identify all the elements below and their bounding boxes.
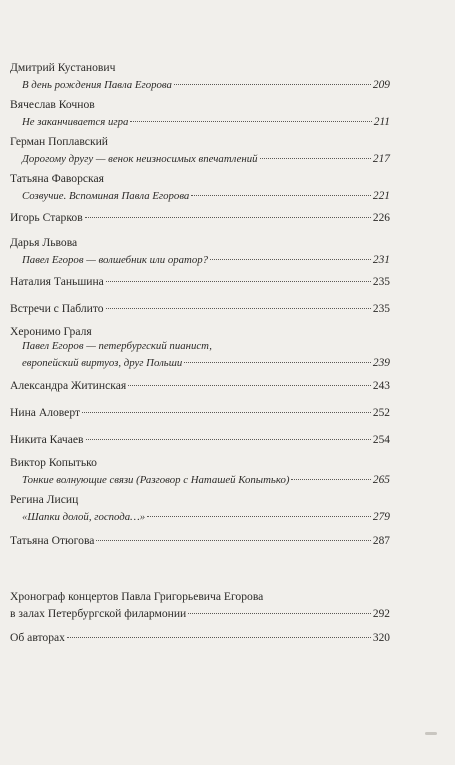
- entry-title: В день рождения Павла Егорова: [22, 79, 172, 91]
- leader-dots: [191, 183, 371, 196]
- entry-line: [10, 628, 390, 646]
- leader-dots: [106, 269, 371, 282]
- entry-line: [10, 112, 390, 130]
- entry-author: Херонимо Граля: [10, 325, 92, 338]
- section-gap: [10, 549, 390, 589]
- entry-page: 320: [372, 632, 390, 644]
- entry-page: 221: [372, 190, 390, 202]
- entry-page: 243: [372, 380, 390, 392]
- entry-line: [10, 470, 390, 488]
- toc-entry: [10, 455, 390, 488]
- toc-entry: [10, 235, 390, 268]
- toc-entry: [10, 324, 390, 371]
- leader-dots: [291, 467, 370, 480]
- leader-dots: [260, 146, 371, 159]
- entry-page: 254: [372, 434, 390, 446]
- entry-page: 209: [372, 79, 390, 91]
- entry-author: Никита Качаев: [10, 433, 84, 446]
- entry-author: Татьяна Фаворская: [10, 172, 104, 185]
- entry-author: Встречи с Паблито: [10, 302, 104, 315]
- toc-entry: [10, 299, 390, 317]
- entry-page: 235: [372, 303, 390, 315]
- entry-line: [10, 75, 390, 93]
- entry-author: Нина Аловерт: [10, 406, 81, 419]
- entry-line: [10, 403, 390, 421]
- leader-dots: [147, 504, 371, 517]
- toc-entry: [10, 430, 390, 448]
- toc-entry: [10, 589, 390, 622]
- toc-entry: [10, 272, 390, 290]
- leader-dots: [82, 400, 371, 413]
- entry-line: [10, 149, 390, 167]
- entry-page: 231: [372, 254, 390, 266]
- entry-line: [10, 604, 390, 622]
- entry-line: [10, 376, 390, 394]
- leader-dots: [106, 296, 371, 309]
- leader-dots: [210, 247, 371, 260]
- entry-author: Виктор Копытько: [10, 456, 97, 469]
- leader-dots: [128, 373, 371, 386]
- entry-page: 211: [373, 116, 390, 128]
- entry-page: 287: [372, 535, 390, 547]
- entry-line: [10, 430, 390, 448]
- entry-page: 265: [372, 474, 390, 486]
- entry-page: 279: [372, 511, 390, 523]
- toc-entry: [10, 403, 390, 421]
- toc-entry: [10, 97, 390, 130]
- entry-title: «Шапки долой, господа…»: [22, 511, 146, 523]
- entry-author: Герман Поплавский: [10, 135, 108, 148]
- toc-entry: [10, 208, 390, 226]
- toc-entry: [10, 376, 390, 394]
- table-of-contents: [10, 60, 390, 646]
- toc-entry: [10, 171, 390, 204]
- entry-line: [10, 353, 390, 371]
- entry-page: 217: [372, 153, 390, 165]
- leader-dots: [174, 72, 371, 85]
- entry-author: Дарья Львова: [10, 236, 78, 249]
- entry-page: 239: [372, 357, 390, 369]
- entry-author: Регина Лисиц: [10, 493, 79, 506]
- entry-author: Дмитрий Кустанович: [10, 61, 116, 74]
- entry-title: Павел Егоров — волшебник или оратор?: [22, 254, 209, 266]
- leader-dots: [86, 427, 371, 440]
- leader-dots: [85, 205, 371, 218]
- leader-dots: [184, 350, 371, 363]
- entry-page: 252: [372, 407, 390, 419]
- entry-line: [10, 208, 390, 226]
- entry-line: [10, 531, 390, 549]
- entry-title: европейский виртуоз, друг Польши: [22, 357, 183, 369]
- entry-line: [10, 250, 390, 268]
- leader-dots: [96, 528, 371, 541]
- entry-title: Не заканчивается игра: [22, 116, 129, 128]
- entry-page: 292: [372, 608, 390, 620]
- toc-entry: [10, 531, 390, 549]
- entry-author: Татьяна Отюгова: [10, 534, 95, 547]
- entry-line: [10, 507, 390, 525]
- toc-entry: [10, 60, 390, 93]
- leader-dots: [188, 601, 371, 614]
- entry-line: [10, 299, 390, 317]
- entry-line: [10, 272, 390, 290]
- entry-author: Вячеслав Кочнов: [10, 98, 95, 111]
- entry-title: Тонкие волнующие связи (Разговор с Наташей Копытько): [22, 474, 290, 486]
- entry-title: Об авторах: [10, 631, 65, 644]
- entry-title: Созвучие. Вспоминая Павла Егорова: [22, 190, 190, 202]
- entry-author: Игорь Старков: [10, 211, 83, 224]
- toc-entry: [10, 628, 390, 646]
- toc-entry: [10, 492, 390, 525]
- entry-line: [10, 186, 390, 204]
- entry-author: Александра Житинская: [10, 379, 127, 392]
- entry-title: в залах Петербургской филармонии: [10, 607, 187, 620]
- entry-page: 235: [372, 276, 390, 288]
- entry-author: Наталия Таньшина: [10, 275, 104, 288]
- entry-title: Хронограф концертов Павла Григорьевича Егорова: [10, 590, 264, 603]
- entry-page: 226: [372, 212, 390, 224]
- toc-entry: [10, 134, 390, 167]
- paper-speck: [425, 732, 437, 735]
- leader-dots: [130, 109, 371, 122]
- entry-title: Дорогому другу — венок неизносимых впечатлений: [22, 153, 258, 165]
- leader-dots: [67, 625, 371, 638]
- entry-title: Павел Егоров — петербургский пианист,: [22, 340, 212, 352]
